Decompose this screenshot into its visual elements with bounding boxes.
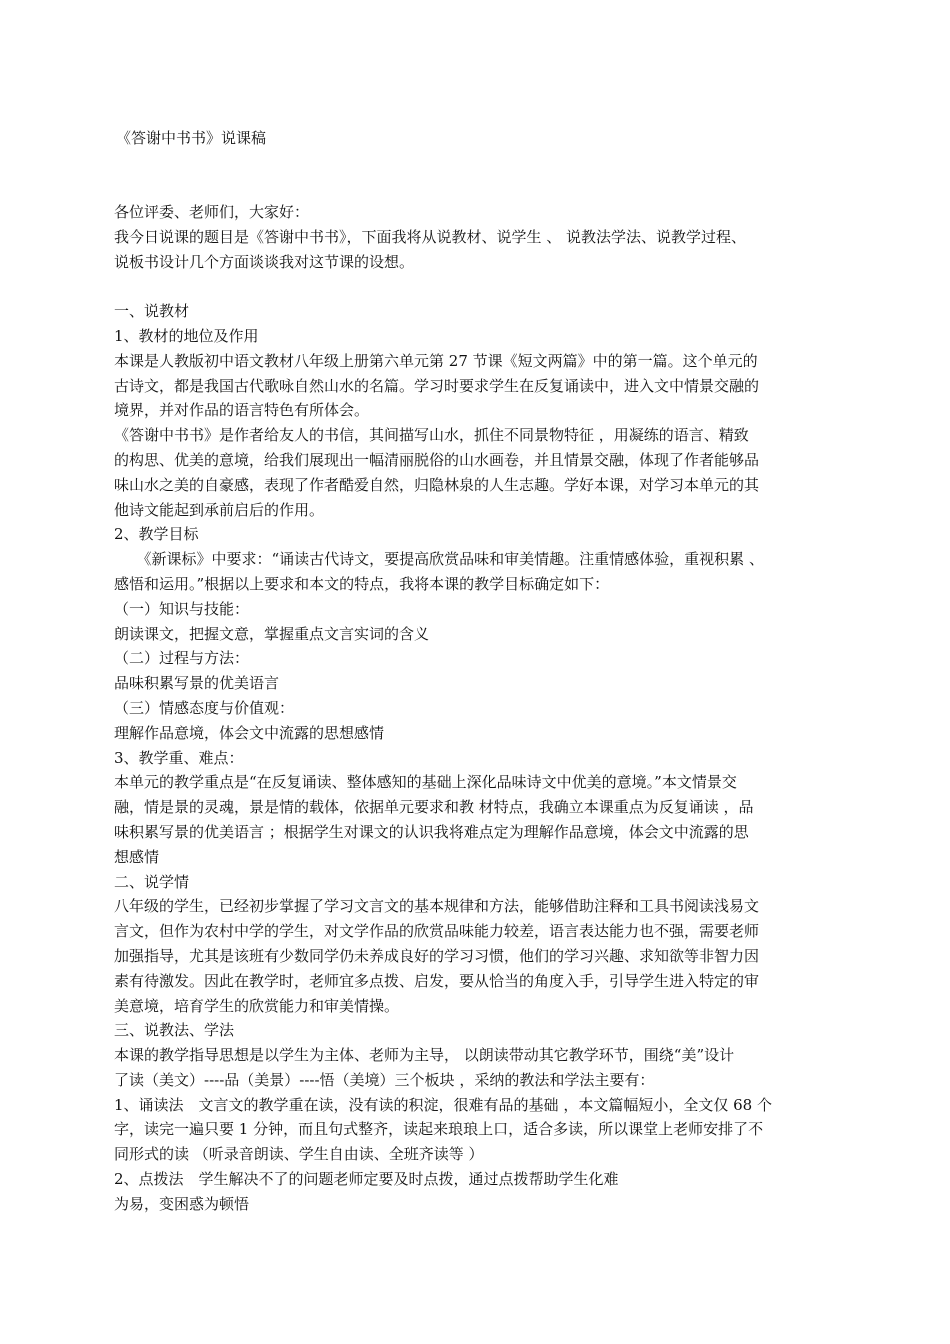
text-line: 八年级的学生，已经初步掌握了学习文言文的基本规律和方法，能够借助注释和工具书阅读浅易文 xyxy=(114,897,760,916)
text-line: 字，读完一遍只要 1 分钟，而且句式整齐，读起来琅琅上口，适合多读，所以课堂上老师安排了不 xyxy=(114,1120,764,1139)
text-line: 了读（美文）----品（美景）----悟（美境）三个板块 ，采纳的教法和学法主要有： xyxy=(114,1070,655,1089)
text-line: 说板书设计几个方面谈谈我对这节课的设想。 xyxy=(114,252,415,271)
text-line: 本课是人教版初中语文教材八年级上册第六单元第 27 节课《短文两篇》中的第一篇。这个单元的 xyxy=(114,351,758,370)
text-line: 《新课标》中要求：“诵读古代诗文，要提高欣赏品味和审美情趣。注重情感体验，重视积累 、 xyxy=(114,550,764,569)
text-line: 味积累写景的优美语言 ；根据学生对课文的认识我将难点定为理解作品意境，体会文中流露的思 xyxy=(114,822,749,841)
text-line: 融，情是景的灵魂，景是情的载体，依据单元要求和教 材特点，我确立本课重点为反复诵读 ，品 xyxy=(114,798,754,817)
text-line: 本课的教学指导思想是以学生为主体、老师为主导， 以朗读带动其它教学环节，围绕“美”设计 xyxy=(114,1046,735,1065)
document-title: 《答谢中书书》说课稿 xyxy=(116,129,267,147)
text-line: 素有待激发。因此在教学时，老师宜多点拨、启发，要从恰当的角度入手，引导学生进入特定的审 xyxy=(114,971,760,990)
text-line: 美意境，培育学生的欣赏能力和审美情操。 xyxy=(114,996,400,1015)
text-line: 古诗文，都是我国古代歌咏自然山水的名篇。学习时要求学生在反复诵读中，进入文中情景交融的 xyxy=(114,376,760,395)
text-line: 2、点拨法 学生解决不了的问题老师定要及时点拨，通过点拨帮助学生化难 xyxy=(114,1170,619,1189)
text-line: 的构思、优美的意境，给我们展现出一幅清丽脱俗的山水画卷，并且情景交融，体现了作者能够品 xyxy=(114,450,760,469)
text-line: 为易，变困惑为顿悟 xyxy=(114,1194,250,1213)
text-line: 言文，但作为农村中学的学生，对文学作品的欣赏品味能力较差，语言表达能力也不强，需要老师 xyxy=(114,922,760,941)
text-line: 理解作品意境，体会文中流露的思想感情 xyxy=(114,723,385,742)
text-line: 朗读课文，把握文意，掌握重点文言实词的含义 xyxy=(114,624,430,643)
text-line: 想感情 xyxy=(114,847,160,866)
text-line: 同形式的读 （听录音朗读、学生自由读、全班齐读等 ） xyxy=(114,1145,484,1164)
document-body xyxy=(114,200,844,1217)
text-line: 本单元的教学重点是“在反复诵读、整体感知的基础上深化品味诗文中优美的意境。”本文情景交 xyxy=(114,773,737,792)
text-line: 各位评委、老师们，大家好： xyxy=(114,203,310,221)
text-line: 味山水之美的自豪感，表现了作者酷爱自然，归隐林泉的人生志趣。学好本课，对学习本单元的其 xyxy=(114,475,760,494)
text-line: 2、教学目标 xyxy=(114,525,199,544)
text-line: 1、诵读法 文言文的教学重在读，没有读的积淀，很难有品的基础 ，本文篇幅短小，全文仅 68 个 xyxy=(114,1095,772,1114)
text-line: （三）情感态度与价值观： xyxy=(114,698,295,717)
text-line: 他诗文能起到承前启后的作用。 xyxy=(114,500,325,519)
text-line: 我今日说课的题目是《答谢中书书》，下面我将从说教材、说学生 、 说教法学法、说教学过程、 xyxy=(114,227,747,246)
text-line: 3、教学重、难点： xyxy=(114,748,244,767)
text-line: （一）知识与技能： xyxy=(114,599,250,618)
text-line: 加强指导，尤其是该班有少数同学仍未养成良好的学习习惯，他们的学习兴趣、求知欲等非智力因 xyxy=(114,946,760,965)
text-line: 二、说学情 xyxy=(114,872,190,891)
text-line: 境界，并对作品的语言特色有所体会。 xyxy=(114,401,370,420)
text-line: 品味积累写景的优美语言 xyxy=(114,674,280,693)
text-line: 1、教材的地位及作用 xyxy=(114,326,259,345)
text-line: 感悟和运用。”根据以上要求和本文的特点，我将本课的教学目标确定如下： xyxy=(114,574,610,593)
blank-line xyxy=(114,274,844,299)
text-line: 三、说教法、学法 xyxy=(114,1021,235,1040)
text-line: 《答谢中书书》是作者给友人的书信，其间描写山水，抓住不同景物特征 ，用凝练的语言、精致 xyxy=(114,426,749,445)
text-line: （二）过程与方法： xyxy=(114,649,250,668)
text-line: 一、说教材 xyxy=(114,302,190,321)
